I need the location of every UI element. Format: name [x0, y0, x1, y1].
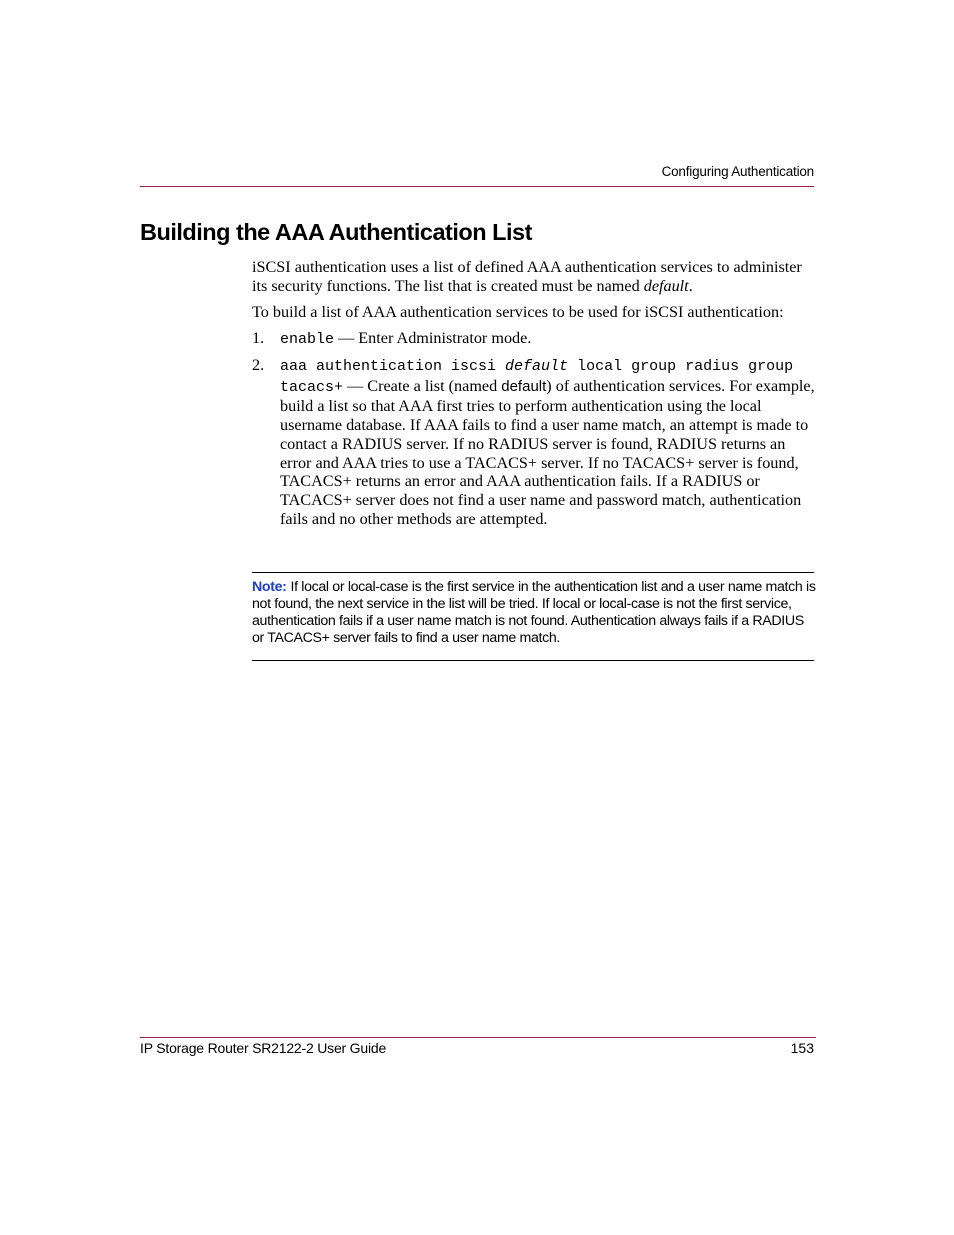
step-description: — Enter Administrator mode.: [334, 329, 532, 347]
step-2: [252, 356, 818, 528]
step-body: [280, 329, 818, 350]
intro-paragraph: [252, 258, 818, 295]
intro-text: iSCSI authentication uses a list of defined AAA authentication services to administer its security functions. The list that is created must be named: [252, 258, 802, 295]
step-text-before: Create a list (named: [367, 376, 502, 395]
command-italic-text: default: [505, 358, 569, 375]
note-bottom-rule: [252, 660, 814, 661]
em-dash: —: [343, 376, 368, 395]
footer-rule: [140, 1037, 816, 1038]
note-top-rule: [252, 572, 814, 573]
intro-emphasis: default: [643, 276, 689, 295]
page-number: 153: [790, 1040, 814, 1056]
command-text: enable: [280, 331, 335, 348]
header-rule: [140, 186, 814, 187]
note-text: If local or local-case is the first service in the authentication list and a user name match is not found, the next service in the list will be tried. If local or local-case is not the first service, authentication fails if a user name match is not found. Authentication always fails if a RADIUS or TACACS+ server fails to find a user name match.: [252, 579, 816, 646]
note-label: Note:: [252, 579, 287, 595]
section-title: Building the AAA Authentication List: [140, 219, 532, 245]
step-text-after: ) of authentication services. For example, build a list so that AAA first tries to perform authentication using the local username database. If AAA fails to find a user name match, an attempt is made to contact a RADIUS server. If no RADIUS server is found, RADIUS returns an error and AAA tries to use a TACACS+ server. If no TACACS+ server is found, TACACS+ returns an error and AAA authentication fails. If a RADIUS or TACACS+ server does not find a user name and password match, authentication fails and no other methods are attempted.: [280, 376, 815, 528]
note-box: [252, 579, 816, 647]
step-1: [252, 329, 818, 350]
step-number: 1.: [252, 329, 265, 347]
step-number: 2.: [252, 356, 265, 374]
list-name: default: [501, 377, 547, 395]
step-body: [280, 356, 818, 528]
running-header: Configuring Authentication: [661, 164, 814, 179]
intro-end: .: [688, 276, 693, 295]
footer-title: IP Storage Router SR2122-2 User Guide: [140, 1040, 387, 1056]
build-list-paragraph: To build a list of AAA authentication services to be used for iSCSI authentication:: [252, 303, 784, 321]
command-text: aaa authentication iscsi: [280, 358, 506, 375]
command-text-continued: local group radius group tacacs+: [280, 358, 794, 396]
